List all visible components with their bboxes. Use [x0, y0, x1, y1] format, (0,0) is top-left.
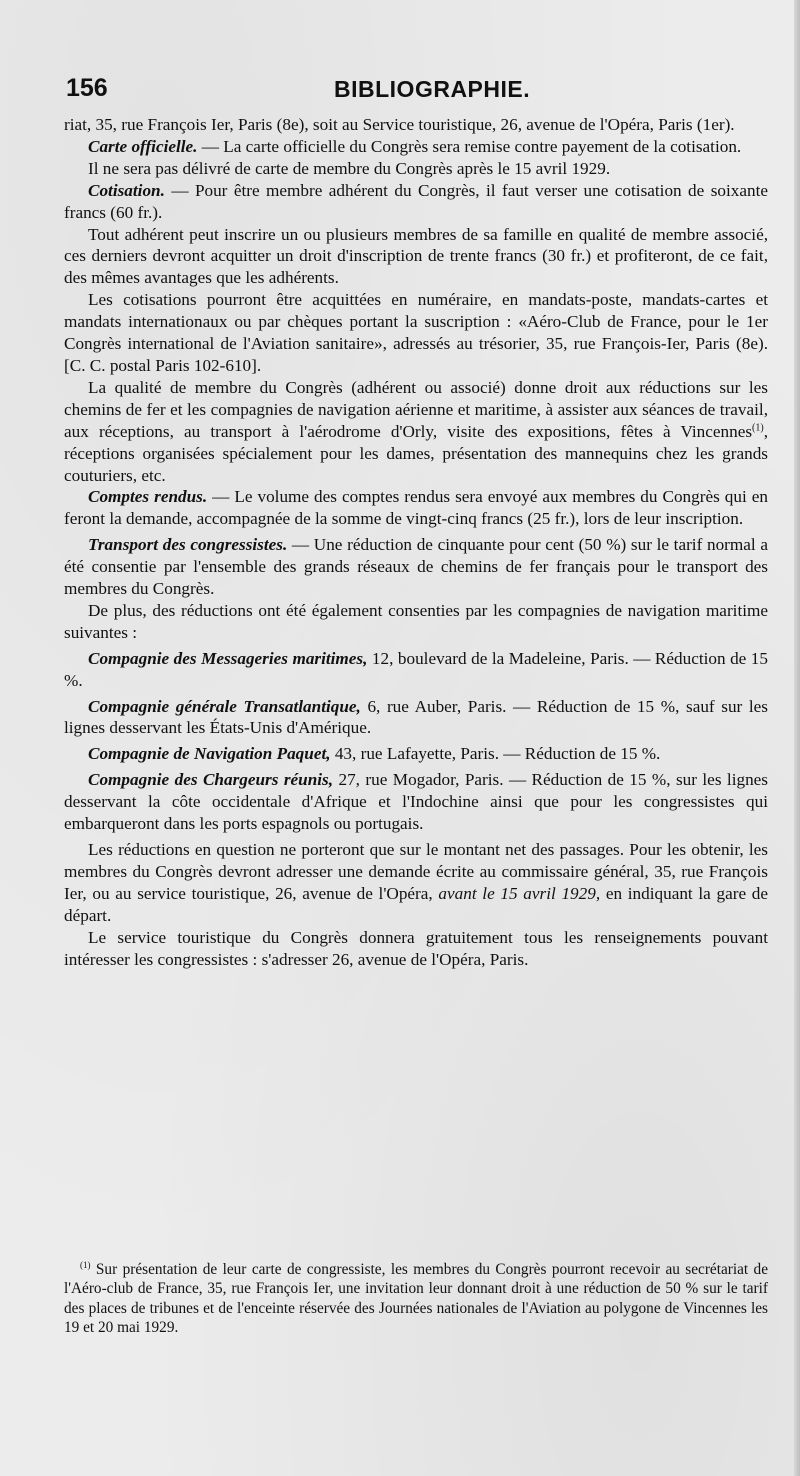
paragraph-chargeurs-reunis: [64, 769, 768, 835]
paragraph-text: — Le volume des comptes rendus sera envoyé aux membres du Congrès qui en feront la demande, accompagnée de la somme de vingt-cinq francs (25 fr.), lors de leur inscription.: [64, 487, 768, 529]
page-number: 156: [66, 74, 108, 102]
paragraph-label: Comptes rendus.: [88, 487, 208, 507]
paragraph-text: en indiquant la gare de départ.: [64, 883, 768, 925]
running-title: BIBLIOGRAPHIE.: [334, 76, 531, 102]
paragraph-membres-associes: Tout adhérent peut inscrire un ou plusieurs membres de sa famille en qualité de membre associé, ces derniers devront acquitter un droit d'inscription de trente francs (30 fr.) et profiteront, de ce fait, des mêmes avantages que les adhérents.: [64, 224, 768, 288]
company-name: Compagnie générale Transatlantique,: [88, 696, 361, 716]
paragraph-text: 12, boulevard de la Madeleine, Paris. — Réduction de 15 %.: [64, 648, 768, 690]
paragraph-text: , réceptions organisées spécialement pour les dames, présentation des mannequins chez les grands couturiers, etc.: [64, 421, 768, 485]
footnote-text: Sur présentation de leur carte de congressiste, les membres du Congrès pourront recevoir au secrétariat de l'Aéro-club de France, 35, rue François Ier, une invitation leur donnant droit à une réduction de 50 % sur le tarif des places de tribunes et de l'enceinte réservée des Journées nationales de l'Aviation au polygone de Vincennes les 19 et 20 mai 1929.: [64, 1261, 768, 1336]
paragraph-messageries-maritimes: [64, 648, 768, 692]
paragraph-avantages: [64, 377, 768, 487]
footnote-marker: (1): [80, 1259, 91, 1270]
paragraph-text: La qualité de membre du Congrès (adhérent ou associé) donne droit aux réductions sur les chemins de fer et les compagnies de navigation aérienne et maritime, à assister aux séances de travail, aux réceptions, au transport à l'aérodrome d'Orly, visite des expositions, fêtes à Vincennes: [64, 377, 768, 441]
company-name: Compagnie des Chargeurs réunis,: [88, 770, 334, 790]
paragraph-label: Transport des congressistes.: [88, 535, 288, 555]
paragraph-service-touristique: Le service touristique du Congrès donnera gratuitement tous les renseignements pouvant intéresser les congressistes : s'adresser 26, avenue de l'Opéra, Paris.: [64, 927, 768, 969]
paragraph-text: — La carte officielle du Congrès sera remise contre payement de la cotisation.: [197, 136, 742, 156]
paragraph-comptes-rendus: [64, 486, 768, 530]
paragraph-text: — Pour être membre adhérent du Congrès, il faut verser une cotisation de soixante francs (60 fr.).: [64, 180, 768, 222]
paragraph-paiement: Les cotisations pourront être acquittées en numéraire, en mandats-poste, mandats-cartes et mandats internationaux ou par chèques portant la suscription : «Aéro-Club de France, pour le 1er Congrès international de l'Aviation sanitaire», adressés au trésorier, 35, rue François-Ier, Paris (8e). [C. C. postal Paris 102-610].: [64, 290, 768, 375]
paragraph-transatlantique: [64, 696, 768, 740]
company-name: Compagnie des Messageries maritimes,: [88, 648, 368, 668]
paragraph-text: Les réductions en question ne porteront que sur le montant net des passages. Pour les obtenir, les membres du Congrès devront adresser une demande écrite au commissaire général, 35, rue François Ier, ou au service touristique, 26, avenue de l'Opéra,: [64, 840, 768, 903]
company-name: Compagnie de Navigation Paquet,: [88, 744, 331, 764]
paragraph-carte-officielle: [64, 136, 768, 158]
deadline-emphasis: avant le 15 avril 1929,: [438, 883, 601, 903]
body-text: [64, 114, 768, 970]
page-header: [66, 72, 744, 108]
paragraph-text: — Une réduction de cinquante pour cent (50 %) sur le tarif normal a été consentie par l'ensemble des grands réseaux de chemins de fer français pour le transport des membres du Congrès.: [64, 535, 768, 599]
paragraph-text: 43, rue Lafayette, Paris. — Réduction de 15 %.: [330, 744, 661, 764]
footnote-reference: (1): [752, 421, 764, 433]
paragraph-deadline: Il ne sera pas délivré de carte de membre du Congrès après le 15 avril 1929.: [88, 158, 611, 178]
page-edge: [794, 0, 800, 1476]
paragraph-text: 27, rue Mogador, Paris. — Réduction de 15 %, sur les lignes desservant la côte occidentale d'Afrique et l'Indochine ainsi que pour les congressistes qui embarqueront dans les ports espagnols ou portugais.: [64, 770, 768, 834]
paragraph-label: Cotisation.: [88, 180, 165, 200]
paragraph-cotisation: [64, 180, 768, 224]
footnote: [64, 1260, 768, 1337]
paragraph-navigation-paquet: [64, 743, 768, 765]
paragraph-transport: [64, 534, 768, 600]
paragraph-navigation-maritime: De plus, des réductions ont été également consenties par les compagnies de navigation maritime suivantes :: [64, 600, 768, 642]
paragraph-continuation: riat, 35, rue François Ier, Paris (8e), soit au Service touristique, 26, avenue de l'Opéra, Paris (1er).: [64, 115, 735, 134]
paragraph-conditions-reduction: [64, 839, 768, 927]
paragraph-label: Carte officielle.: [88, 136, 198, 156]
paragraph-text: 6, rue Auber, Paris. — Réduction de 15 %, sauf sur les lignes desservant les États-Unis d'Amérique.: [64, 696, 768, 738]
